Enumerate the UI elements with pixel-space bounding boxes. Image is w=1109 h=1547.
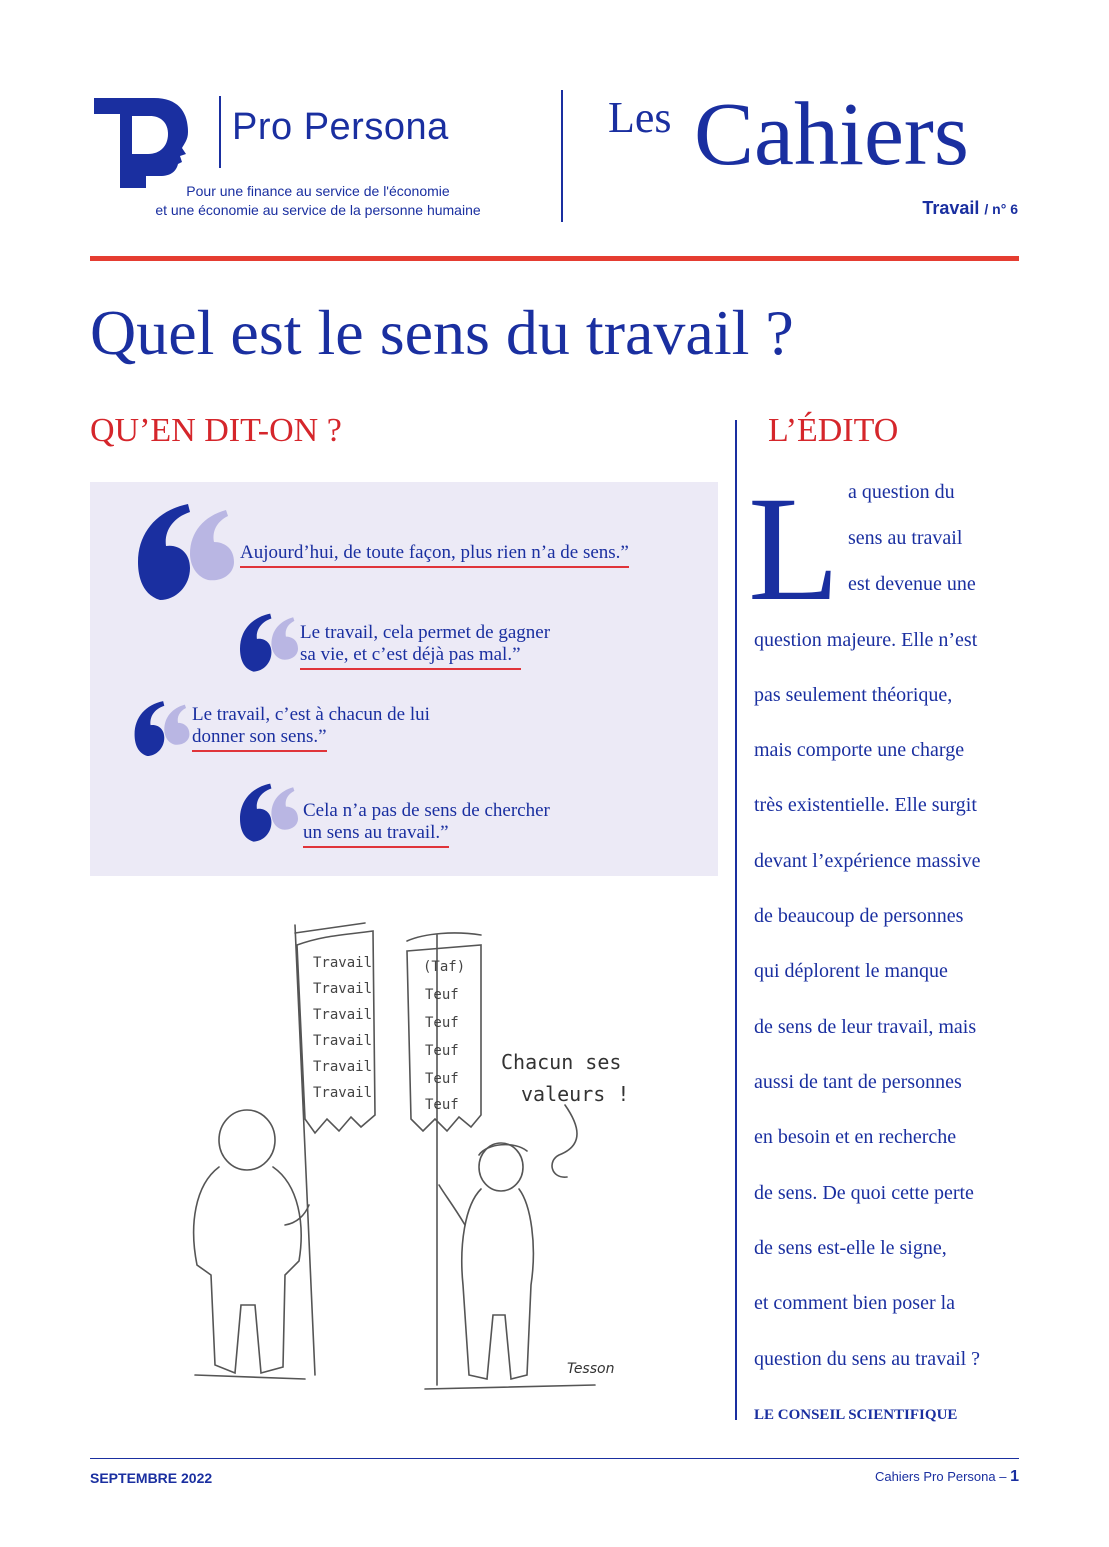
- header-separator: [561, 90, 563, 222]
- edito-line-3: est devenue une: [848, 573, 976, 595]
- banner-left-word-4: Travail: [313, 1033, 373, 1049]
- section-heading-edito: L’ÉDITO: [768, 412, 899, 449]
- banner-left-word-2: Travail: [313, 981, 373, 997]
- quote-1: [240, 542, 629, 568]
- quote-mark-icon: [138, 502, 234, 600]
- brand-tagline: [118, 182, 518, 220]
- banner-left-word-3: Travail: [313, 1007, 373, 1023]
- edito-line-7: très existentielle. Elle surgit: [754, 794, 977, 816]
- tagline-line-1: Pour une finance au service de l'économie: [186, 183, 450, 199]
- edito-line-13: en besoin et en recherche: [754, 1126, 957, 1148]
- banner-left-word-6: Travail: [313, 1085, 373, 1101]
- masthead-cahiers: Cahiers: [694, 85, 969, 184]
- column-separator: [735, 420, 737, 1420]
- page-title: Quel est le sens du travail ?: [90, 297, 794, 368]
- tagline-line-2: et une économie au service de la personne humaine: [155, 202, 481, 218]
- edito-line-2: sens au travail: [848, 527, 963, 549]
- masthead-les: Les: [608, 93, 672, 142]
- banner-right-word-1: (Taf): [423, 959, 466, 975]
- brand-separator: [219, 96, 221, 168]
- edito-dropcap: L: [748, 466, 840, 632]
- quote-mark-icon: [134, 700, 190, 756]
- edito-line-9: de beaucoup de personnes: [754, 905, 964, 927]
- footer-date: SEPTEMBRE 2022: [90, 1470, 213, 1486]
- pro-persona-logo-icon: [92, 96, 192, 190]
- banner-right-word-2: Teuf: [425, 987, 459, 1003]
- banner-right-word-4: Teuf: [425, 1043, 459, 1059]
- cartoon-signature: Tesson: [567, 1361, 615, 1377]
- edito-line-12: aussi de tant de personnes: [754, 1071, 962, 1093]
- edito-line-6: mais comporte une charge: [754, 739, 965, 761]
- edito-line-8: devant l’expérience massive: [754, 850, 981, 872]
- edito-line-11: de sens de leur travail, mais: [754, 1016, 977, 1038]
- footer-page-number: 1: [1010, 1468, 1019, 1485]
- quote-2-line-1: Le travail, cela permet de gagner: [300, 622, 551, 643]
- quote-4-line-1: Cela n’a pas de sens de chercher: [303, 800, 550, 821]
- cartoon-illustration: [175, 905, 655, 1405]
- issue-number: / n° 6: [984, 201, 1018, 217]
- footer-publication-name: Cahiers Pro Persona –: [874, 1469, 1007, 1484]
- quotes-box: [90, 482, 718, 876]
- banner-left-word-5: Travail: [313, 1059, 373, 1075]
- footer-publication: [800, 1468, 1019, 1486]
- quote-2: [300, 622, 550, 670]
- brand-name: Pro Persona: [232, 106, 449, 148]
- quote-4-line-2: un sens au travail.”: [303, 822, 449, 848]
- edito-line-16: et comment bien poser la: [754, 1292, 956, 1314]
- banner-left-word-1: Travail: [313, 955, 373, 971]
- quote-3-line-1: Le travail, c’est à chacun de lui: [192, 704, 430, 725]
- edito-line-5: pas seulement théorique,: [754, 684, 953, 706]
- edito-line-14: de sens. De quoi cette perte: [754, 1182, 974, 1204]
- header-red-rule: [90, 256, 1019, 261]
- quote-3-line-2: donner son sens.”: [192, 726, 327, 752]
- issue-topic: Travail: [922, 198, 980, 218]
- issue-label: [870, 198, 1018, 219]
- banner-right-word-3: Teuf: [425, 1015, 459, 1031]
- speech-line-1: Chacun ses: [501, 1050, 622, 1074]
- edito-line-4: question majeure. Elle n’est: [754, 629, 978, 651]
- banner-right-word-6: Teuf: [425, 1097, 459, 1113]
- quote-4: [303, 800, 550, 848]
- quote-2-line-2: sa vie, et c’est déjà pas mal.”: [300, 644, 521, 670]
- footer-rule: [90, 1458, 1019, 1459]
- quote-3: [192, 704, 430, 752]
- edito-line-15: de sens est-elle le signe,: [754, 1237, 947, 1259]
- edito-line-10: qui déplorent le manque: [754, 960, 948, 982]
- edito-signature: LE CONSEIL SCIENTIFIQUE: [754, 1407, 958, 1423]
- banner-right-word-5: Teuf: [425, 1071, 459, 1087]
- quote-1-line-1: Aujourd’hui, de toute façon, plus rien n’a de sens.”: [240, 542, 629, 568]
- edito-line-1: a question du: [848, 481, 955, 503]
- quote-mark-icon: [240, 782, 298, 842]
- speech-line-2: valeurs !: [521, 1082, 630, 1106]
- section-heading-quotes: QU’EN DIT-ON ?: [90, 412, 342, 449]
- quote-mark-icon: [240, 612, 298, 672]
- edito-line-17: question du sens au travail ?: [754, 1348, 981, 1370]
